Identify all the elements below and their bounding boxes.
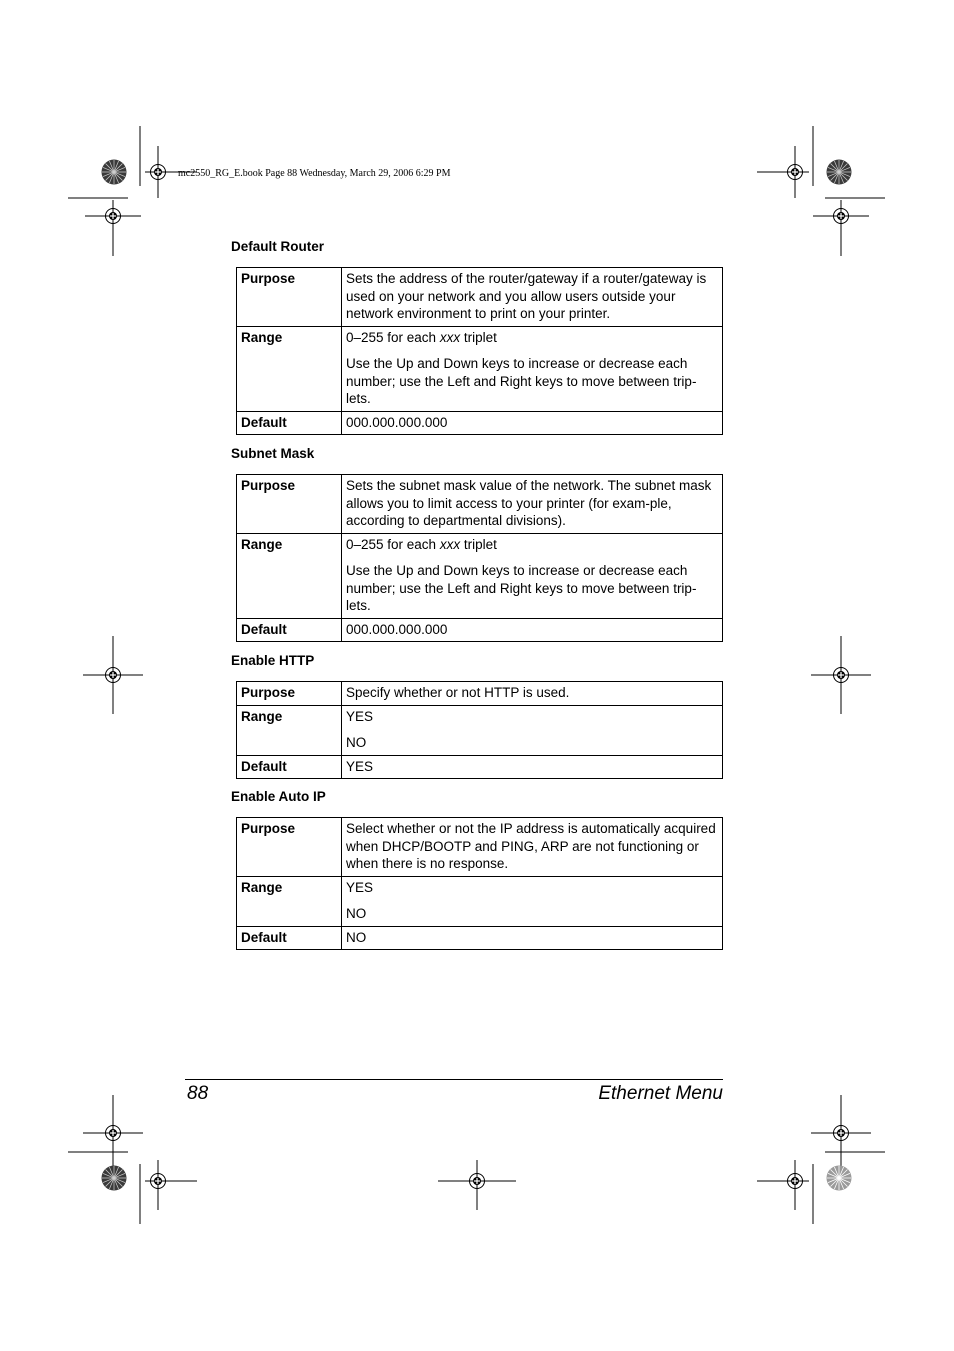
default-label: Default	[237, 618, 342, 642]
purpose-value: Sets the subnet mask value of the network. The subnet mask allows you to limit access to your printer (for exam-ple, according to departmental divisions).	[342, 475, 723, 534]
purpose-label: Purpose	[237, 682, 342, 706]
range-value	[342, 705, 723, 755]
purpose-label: Purpose	[237, 818, 342, 877]
table-row	[237, 618, 723, 642]
table-row	[237, 475, 723, 534]
page-number: 88	[187, 1083, 209, 1104]
section-title-default-router: Default Router	[231, 239, 325, 254]
subnet-mask-table	[236, 474, 723, 642]
section-title-subnet-mask: Subnet Mask	[231, 446, 315, 461]
table-row	[237, 705, 723, 755]
range-text: 0–255 for each	[346, 329, 440, 345]
table-row	[237, 326, 723, 411]
range-option: NO	[346, 735, 367, 750]
range-label: Range	[237, 533, 342, 618]
range-line	[346, 536, 718, 554]
range-text: triplet	[460, 536, 497, 552]
enable-http-table	[236, 681, 723, 779]
default-value: 000.000.000.000	[342, 411, 723, 435]
range-variable: xxx	[439, 536, 461, 552]
table-row	[237, 818, 723, 877]
table-row	[237, 411, 723, 435]
range-option: YES	[346, 879, 374, 895]
range-text: triplet	[460, 329, 497, 345]
purpose-label: Purpose	[237, 268, 342, 327]
default-value: 000.000.000.000	[342, 618, 723, 642]
table-row	[237, 876, 723, 926]
range-value	[342, 326, 723, 411]
range-value	[342, 533, 723, 618]
range-label: Range	[237, 876, 342, 926]
table-row	[237, 533, 723, 618]
table-row	[237, 755, 723, 779]
purpose-label: Purpose	[237, 475, 342, 534]
default-label: Default	[237, 411, 342, 435]
range-text: 0–255 for each	[346, 536, 440, 552]
chapter-title: Ethernet Menu	[598, 1083, 723, 1104]
range-instructions: Use the Up and Down keys to increase or decrease each number; use the Left and Right keys to move between trip-lets.	[346, 356, 697, 406]
section-title-enable-http: Enable HTTP	[231, 653, 315, 668]
range-option: YES	[346, 708, 374, 724]
range-line	[346, 329, 718, 347]
enable-auto-ip-table	[236, 817, 723, 950]
table-row	[237, 926, 723, 950]
purpose-value: Sets the address of the router/gateway if a router/gateway is used on your network and you allow users outside your network environment to print on your printer.	[342, 268, 723, 327]
footer-rule	[185, 1079, 723, 1080]
range-value	[342, 876, 723, 926]
table-row	[237, 268, 723, 327]
range-label: Range	[237, 705, 342, 755]
purpose-value: Specify whether or not HTTP is used.	[342, 682, 723, 706]
default-value: NO	[342, 926, 723, 950]
range-option: NO	[346, 906, 367, 921]
table-row	[237, 682, 723, 706]
range-label: Range	[237, 326, 342, 411]
range-instructions: Use the Up and Down keys to increase or decrease each number; use the Left and Right keys to move between trip-lets.	[346, 563, 697, 613]
default-label: Default	[237, 926, 342, 950]
section-title-enable-auto-ip: Enable Auto IP	[231, 789, 326, 804]
range-variable: xxx	[439, 329, 461, 345]
print-info-header: mc2550_RG_E.book Page 88 Wednesday, March 29, 2006 6:29 PM	[178, 168, 451, 179]
purpose-value: Select whether or not the IP address is automatically acquired when DHCP/BOOTP and PING, ARP are not functioning or when there is no response.	[342, 818, 723, 877]
default-label: Default	[237, 755, 342, 779]
default-value: YES	[342, 755, 723, 779]
default-router-table	[236, 267, 723, 435]
